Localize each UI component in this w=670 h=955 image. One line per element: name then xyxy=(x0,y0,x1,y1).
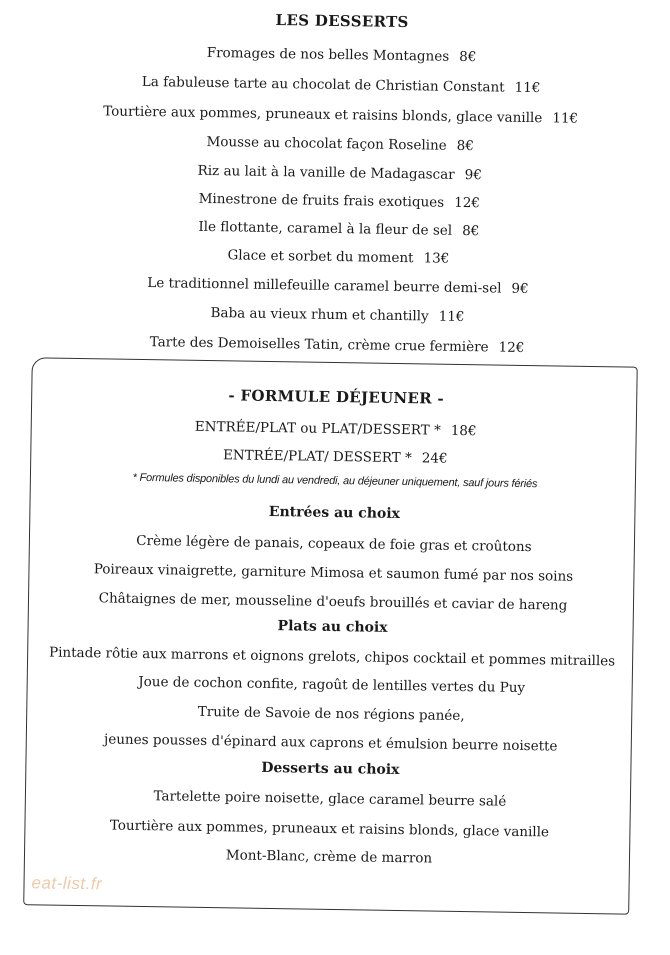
formule-option: ENTRÉE/PLAT ou PLAT/DESSERT * 18€ xyxy=(194,418,477,440)
dessert-item: Le traditionnel millefeuille caramel beurre demi-sel 9€ xyxy=(147,275,529,298)
desserts-title: LES DESSERTS xyxy=(275,11,409,32)
dessert-item: Riz au lait à la vanille de Madagascar 9€ xyxy=(197,162,482,184)
plat-item: Truite de Savoie de nos régions panée, xyxy=(197,703,465,725)
plat-item: jeunes pousses d'épinard aux caprons et émulsion beurre noisette xyxy=(103,731,558,755)
dessert-item: Fromages de nos belles Montagnes 8€ xyxy=(206,44,477,66)
plats-title: Plats au choix xyxy=(277,618,388,636)
entree-item: Poireaux vinaigrette, garniture Mimosa et saumon fumé par nos soins xyxy=(93,561,574,585)
dessert-item: Ile flottante, caramel à la fleur de sel 8€ xyxy=(198,218,480,240)
plat-item: Pintade rôtie aux marrons et oignons grelots, chipos cocktail et pommes mitrailles xyxy=(48,644,616,670)
dessert-item: Glace et sorbet du moment 13€ xyxy=(227,247,450,267)
dessert-item: La fabuleuse tarte au chocolat de Christian Constant 11€ xyxy=(141,73,541,97)
plat-item: Joue de cochon confite, ragoût de lentilles vertes du Puy xyxy=(138,673,526,697)
dessert-choix-item: Mont-Blanc, crème de marron xyxy=(225,847,433,867)
dessert-item: Tarte des Demoiselles Tatin, crème crue fermière 12€ xyxy=(149,334,525,356)
formule-title: - FORMULE DÉJEUNER - xyxy=(228,386,445,408)
dessert-choix-item: Tourtière aux pommes, pruneaux et raisins blonds, glace vanille xyxy=(109,817,550,841)
dessert-item: Tourtière aux pommes, pruneaux et raisins blonds, glace vanille 11€ xyxy=(103,103,579,127)
dessert-choix-item: Tartelette poire noisette, glace caramel beurre salé xyxy=(153,788,507,810)
desserts-choix-title: Desserts au choix xyxy=(261,759,400,779)
dessert-item: Baba au vieux rhum et chantilly 11€ xyxy=(210,305,465,326)
dessert-item: Mousse au chocolat façon Roseline 8€ xyxy=(206,133,475,155)
dessert-item: Minestrone de fruits frais exotiques 12€ xyxy=(198,190,481,212)
formule-note: * Formules disponibles du lundi au vendredi, au déjeuner uniquement, sauf jours fériés xyxy=(132,471,538,491)
entrees-title: Entrées au choix xyxy=(268,503,401,523)
watermark-logo: eat-list.fr xyxy=(31,873,103,894)
entree-item: Châtaignes de mer, mousseline d'oeufs brouillés et caviar de hareng xyxy=(98,590,568,614)
formule-option: ENTRÉE/PLAT/ DESSERT * 24€ xyxy=(222,447,448,467)
entree-item: Crème légère de panais, copeaux de foie gras et croûtons xyxy=(136,532,532,556)
